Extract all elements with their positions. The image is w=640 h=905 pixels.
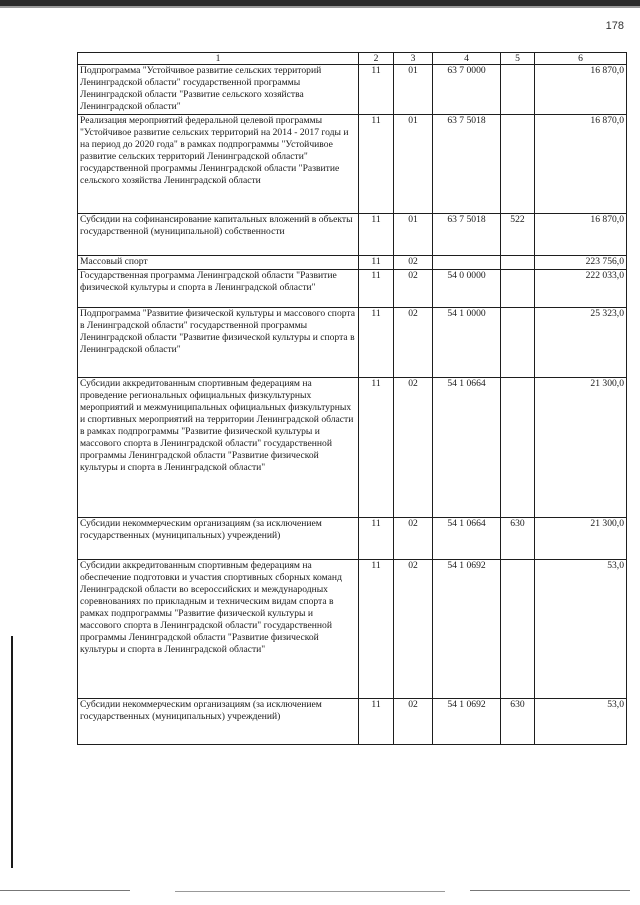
row-name: Субсидии аккредитованным спортивным федерациям на проведение региональных официальных физкультурных мероприятий и межмуниципальных официальных физкультурных и спортивных мероприятий на территории Ленинградской области в рамках подпрограммы "Развитие физической культуры и массового спорта в Ленинградской области" государственной программы Ленинградской области "Развитие физической культуры и спорта в Ленинградской области" bbox=[78, 378, 359, 518]
row-name: Субсидии аккредитованным спортивным федерациям на обеспечение подготовки и участия спортивных сборных команд Ленинградской области во всероссийских и международных соревнованиях по прикладным и техническим видам спорта в рамках подпрограммы "Развитие физической культуры и массового спорта в Ленинградской области" государственной программы Ленинградской области "Развитие физической культуры и спорта в Ленинградской области" bbox=[78, 560, 359, 699]
scan-bottom-line bbox=[0, 890, 130, 891]
table-row bbox=[78, 115, 627, 214]
row-expense-type bbox=[501, 378, 535, 518]
scan-bottom-line bbox=[175, 891, 445, 892]
row-amount: 21 300,0 bbox=[535, 378, 627, 518]
row-name: Подпрограмма "Устойчивое развитие сельских территорий Ленинградской области" государственной программы Ленинградской области "Развитие сельского хозяйства Ленинградской области" bbox=[78, 65, 359, 115]
row-subsection: 02 bbox=[394, 270, 433, 308]
row-expense-type bbox=[501, 256, 535, 270]
row-name: Массовый спорт bbox=[78, 256, 359, 270]
col-header-4: 4 bbox=[433, 53, 501, 65]
col-header-5: 5 bbox=[501, 53, 535, 65]
row-expense-type bbox=[501, 560, 535, 699]
row-subsection: 02 bbox=[394, 699, 433, 745]
row-target-article: 54 1 0664 bbox=[433, 378, 501, 518]
table-row bbox=[78, 214, 627, 256]
row-name: Реализация мероприятий федеральной целевой программы "Устойчивое развитие сельских территорий на 2014 - 2017 годы и на период до 2020 года" в рамках подпрограммы "Устойчивое развитие сельских территорий Ленинградской области" государственной программы Ленинградской области "Развитие сельского хозяйства Ленинградской области bbox=[78, 115, 359, 214]
row-section: 11 bbox=[359, 518, 394, 560]
page-number: 178 bbox=[605, 20, 624, 32]
row-section: 11 bbox=[359, 270, 394, 308]
row-subsection: 01 bbox=[394, 115, 433, 214]
row-target-article: 54 1 0000 bbox=[433, 308, 501, 378]
row-subsection: 01 bbox=[394, 65, 433, 115]
row-name: Подпрограмма "Развитие физической культуры и массового спорта в Ленинградской области" государственной программы Ленинградской области "Развитие физической культуры и спорта в Ленинградской области" bbox=[78, 308, 359, 378]
row-section: 11 bbox=[359, 378, 394, 518]
row-target-article: 54 0 0000 bbox=[433, 270, 501, 308]
row-section: 11 bbox=[359, 256, 394, 270]
row-expense-type bbox=[501, 308, 535, 378]
row-target-article: 63 7 5018 bbox=[433, 214, 501, 256]
row-expense-type: 630 bbox=[501, 699, 535, 745]
row-amount: 21 300,0 bbox=[535, 518, 627, 560]
row-subsection: 01 bbox=[394, 214, 433, 256]
row-amount: 223 756,0 bbox=[535, 256, 627, 270]
row-target-article: 54 1 0692 bbox=[433, 699, 501, 745]
row-amount: 53,0 bbox=[535, 560, 627, 699]
row-amount: 222 033,0 bbox=[535, 270, 627, 308]
col-header-1: 1 bbox=[78, 53, 359, 65]
table-row bbox=[78, 378, 627, 518]
row-section: 11 bbox=[359, 115, 394, 214]
scan-binding-mark bbox=[11, 636, 13, 868]
scan-bottom-line bbox=[470, 890, 630, 891]
row-expense-type: 522 bbox=[501, 214, 535, 256]
budget-table bbox=[77, 52, 627, 745]
header-row bbox=[78, 53, 627, 65]
row-subsection: 02 bbox=[394, 518, 433, 560]
row-name: Государственная программа Ленинградской области "Развитие физической культуры и спорта в Ленинградской области" bbox=[78, 270, 359, 308]
row-target-article: 54 1 0664 bbox=[433, 518, 501, 560]
col-header-2: 2 bbox=[359, 53, 394, 65]
table-row bbox=[78, 699, 627, 745]
col-header-6: 6 bbox=[535, 53, 627, 65]
row-section: 11 bbox=[359, 214, 394, 256]
row-amount: 16 870,0 bbox=[535, 214, 627, 256]
row-section: 11 bbox=[359, 65, 394, 115]
row-subsection: 02 bbox=[394, 308, 433, 378]
row-name: Субсидии некоммерческим организациям (за исключением государственных (муниципальных) учреждений) bbox=[78, 518, 359, 560]
row-target-article bbox=[433, 256, 501, 270]
row-expense-type bbox=[501, 270, 535, 308]
table-row bbox=[78, 308, 627, 378]
row-amount: 53,0 bbox=[535, 699, 627, 745]
row-amount: 16 870,0 bbox=[535, 65, 627, 115]
row-subsection: 02 bbox=[394, 378, 433, 518]
row-name: Субсидии на софинансирование капитальных вложений в объекты государственной (муниципальной) собственности bbox=[78, 214, 359, 256]
row-expense-type bbox=[501, 115, 535, 214]
table-row bbox=[78, 518, 627, 560]
table-row bbox=[78, 65, 627, 115]
row-target-article: 63 7 5018 bbox=[433, 115, 501, 214]
row-name: Субсидии некоммерческим организациям (за исключением государственных (муниципальных) учреждений) bbox=[78, 699, 359, 745]
row-amount: 25 323,0 bbox=[535, 308, 627, 378]
row-section: 11 bbox=[359, 699, 394, 745]
col-header-3: 3 bbox=[394, 53, 433, 65]
table-row bbox=[78, 560, 627, 699]
row-section: 11 bbox=[359, 308, 394, 378]
row-subsection: 02 bbox=[394, 256, 433, 270]
scan-top-shadow bbox=[0, 6, 640, 8]
row-expense-type: 630 bbox=[501, 518, 535, 560]
row-amount: 16 870,0 bbox=[535, 115, 627, 214]
row-target-article: 54 1 0692 bbox=[433, 560, 501, 699]
row-subsection: 02 bbox=[394, 560, 433, 699]
table-row bbox=[78, 256, 627, 270]
row-expense-type bbox=[501, 65, 535, 115]
row-section: 11 bbox=[359, 560, 394, 699]
table-row bbox=[78, 270, 627, 308]
row-target-article: 63 7 0000 bbox=[433, 65, 501, 115]
